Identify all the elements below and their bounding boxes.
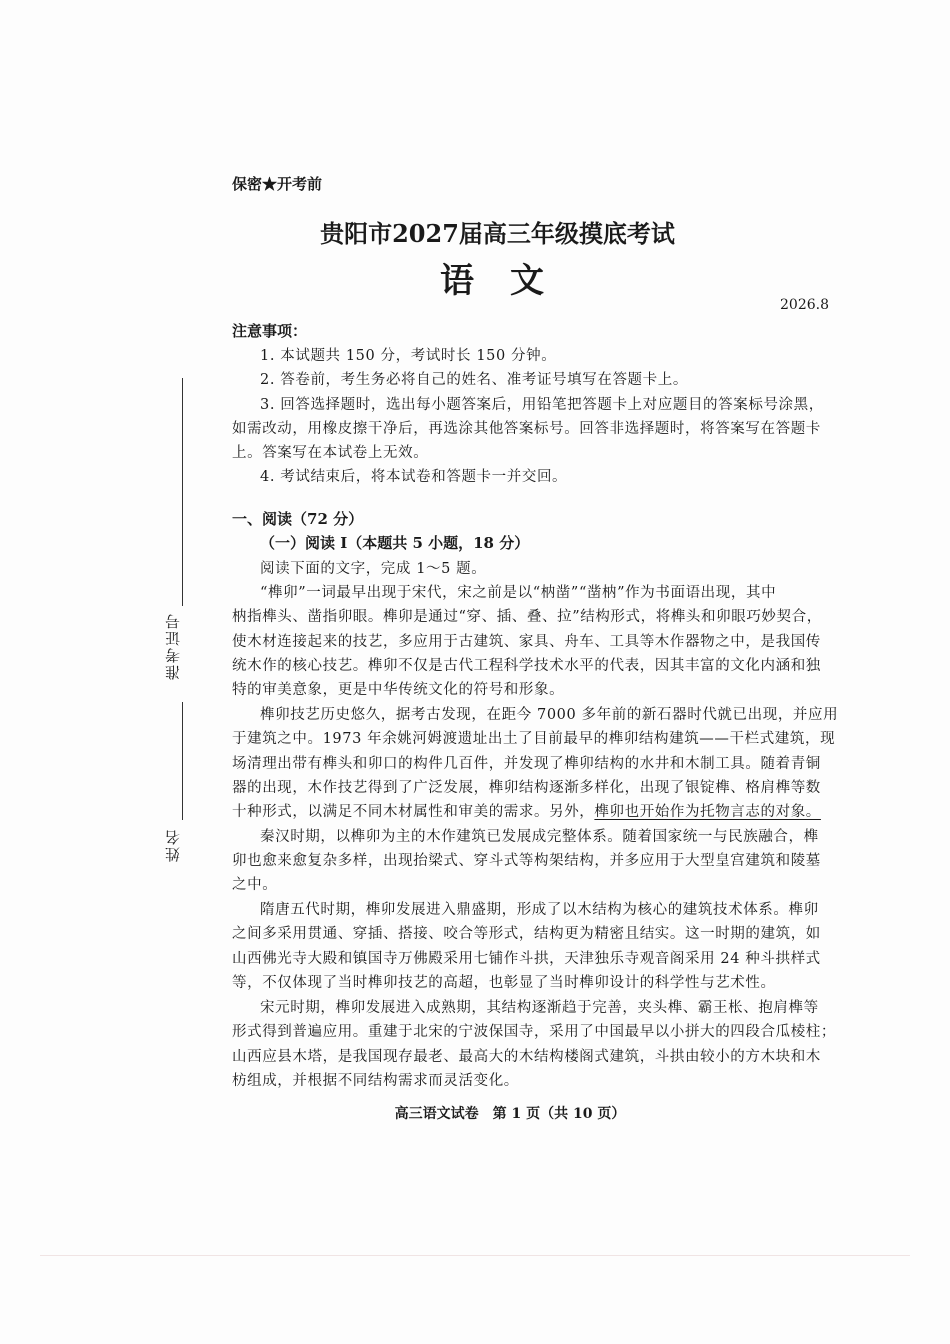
notice-line: 2. 答卷前，考生务必将自己的姓名、准考证号填写在答题卡上。 xyxy=(260,372,688,388)
passage-line-text: 十种形式，以满足不同木材属性和审美的需求。另外， xyxy=(232,804,595,820)
subject-title: 语文 xyxy=(440,261,580,301)
passage-line: “榫卯”一词最早出现于宋代，宋之前是以“枘凿”“凿枘”作为书面语出现，其中 xyxy=(260,585,777,601)
exam-id-label: 准考证号 xyxy=(164,612,182,680)
confidential-mark: 保密★开考前 xyxy=(232,175,323,193)
passage-line: 宋元时期，榫卯发展进入成熟期，其结构逐渐趋于完善，夹头榫、霸王枨、抱肩榫等 xyxy=(260,1000,819,1016)
section-heading: 一、阅读（72 分） xyxy=(232,510,364,528)
passage-line: 卯也愈来愈复杂多样，出现抬梁式、穿斗式等构架结构，并多应用于大型皇宫建筑和陵墓 xyxy=(232,853,821,869)
subsection-heading: （一）阅读 I（本题共 5 小题，18 分） xyxy=(260,534,530,552)
passage-line: 山西应县木塔，是我国现存最老、最高大的木结构楼阁式建筑，斗拱由较小的方木块和木 xyxy=(232,1049,821,1065)
passage-line: 榫卯技艺历史悠久，据考古发现，在距今 7000 多年前的新石器时代就已出现，并应用 xyxy=(260,707,839,723)
exam-id-line-top xyxy=(182,378,183,606)
passage-line: 隋唐五代时期，榫卯发展进入鼎盛期，形成了以木结构为核心的建筑技术体系。榫卯 xyxy=(260,902,819,918)
notice-line: 1. 本试题共 150 分，考试时长 150 分钟。 xyxy=(260,348,557,364)
passage-line: 之中。 xyxy=(232,877,278,893)
name-label: 姓名 xyxy=(164,828,182,862)
instruction: 阅读下面的文字，完成 1～5 题。 xyxy=(260,561,487,577)
passage-line: 于建筑之中。1973 年余姚河姆渡遗址出土了目前最早的榫卯结构建筑——干栏式建筑，现 xyxy=(232,731,836,747)
passage-line: 场清理出带有榫头和卯口的构件几百件，并发现了榫卯结构的水井和木制工具。随着青铜 xyxy=(232,756,821,772)
passage-line: 等，不仅体现了当时榫卯技艺的高超，也彰显了当时榫卯设计的科学性与艺术性。 xyxy=(232,975,776,991)
bottom-divider xyxy=(40,1255,910,1256)
exam-date: 2026.8 xyxy=(780,297,829,313)
passage-line: 秦汉时期，以榫卯为主的木作建筑已发展成完整体系。随着国家统一与民族融合，榫 xyxy=(260,829,819,845)
passage-line: 器的出现，木作技艺得到了广泛发展，榫卯结构逐渐多样化，出现了银锭榫、格肩榫等数 xyxy=(232,780,821,796)
exam-id-line-bottom xyxy=(182,702,183,820)
underlined-sentence: 榫卯也开始作为托物言志的对象。 xyxy=(594,804,821,820)
passage-line: 之间多采用贯通、穿插、搭接、咬合等形式，结构更为精密且结实。这一时期的建筑，如 xyxy=(232,926,821,942)
notice-line: 4. 考试结束后，将本试卷和答题卡一并交回。 xyxy=(260,469,568,485)
notice-line: 如需改动，用橡皮擦干净后，再选涂其他答案标号。回答非选择题时，将答案写在答题卡 xyxy=(232,421,821,437)
passage-line: 枋组成，并根据不同结构需求而灵活变化。 xyxy=(232,1073,519,1089)
passage-line: 特的审美意象，更是中华传统文化的符号和形象。 xyxy=(232,682,565,698)
page-footer: 高三语文试卷 第 1 页（共 10 页） xyxy=(394,1106,626,1122)
passage-line: 使木材连接起来的技艺，多应用于古建筑、家具、舟车、工具等木作器物之中，是我国传 xyxy=(232,634,821,650)
exam-title: 贵阳市2027届高三年级摸底考试 xyxy=(320,219,675,248)
notice-line: 上。答案写在本试卷上无效。 xyxy=(232,445,429,461)
notice-heading: 注意事项： xyxy=(232,322,308,340)
notice-line: 3. 回答选择题时，选出每小题答案后，用铅笔把答题卡上对应题目的答案标号涂黑， xyxy=(260,397,824,413)
passage-line: 统木作的核心技艺。榫卯不仅是古代工程科学技术水平的代表，因其丰富的文化内涵和独 xyxy=(232,658,821,674)
passage-line: 枘指榫头、凿指卯眼。榫卯是通过“穿、插、叠、拉”结构形式，将榫头和卯眼巧妙契合， xyxy=(232,609,822,625)
passage-line: 山西佛光寺大殿和镇国寺万佛殿采用七铺作斗拱，天津独乐寺观音阁采用 24 种斗拱样式 xyxy=(232,951,821,967)
passage-line xyxy=(232,800,821,821)
passage-line: 形式得到普遍应用。重建于北宋的宁波保国寺，采用了中国最早以小拼大的四段合瓜棱柱； xyxy=(232,1024,836,1040)
